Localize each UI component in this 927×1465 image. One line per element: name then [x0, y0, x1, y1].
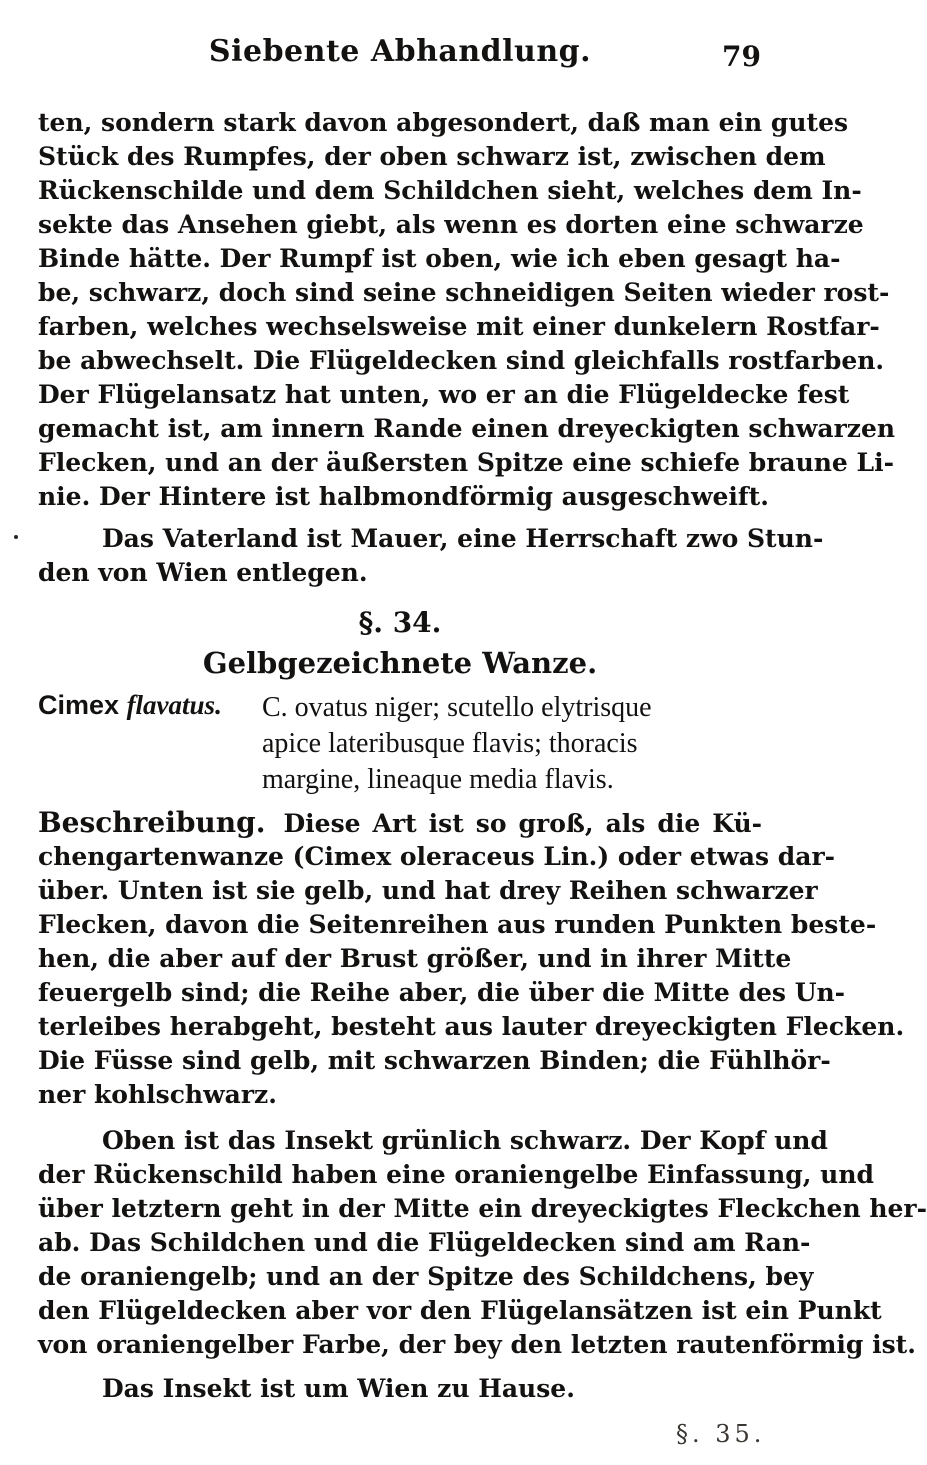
text-line: gemacht ist, am innern Rande einen dreyeckigten schwarzen [38, 414, 896, 443]
diagnosis-line: margine, lineaque media flavis. [262, 764, 614, 795]
section-title: Gelbgezeichnete Wanze. [202, 646, 598, 680]
latin-diagnosis [262, 690, 762, 798]
text-line: Stück des Rumpfes, der oben schwarz ist, zwischen dem [38, 142, 826, 171]
text-line: von oraniengelber Farbe, der bey den letzten rautenförmig ist. [38, 1330, 916, 1359]
text-line: Binde hätte. Der Rumpf ist oben, wie ich eben gesagt ha- [38, 244, 841, 273]
text-line: be abwechselt. Die Flügeldecken sind gleichfalls rostfarben. [38, 346, 885, 375]
text-line: hen, die aber auf der Brust größer, und in ihrer Mitte [38, 944, 792, 973]
species-epithet: flavatus. [126, 690, 222, 720]
paragraph-habitat [38, 522, 824, 590]
text-line: Die Füsse sind gelb, mit schwarzen Binden; die Fühlhör- [38, 1046, 831, 1075]
text-line: Der Flügelansatz hat unten, wo er an die Flügeldecke fest [38, 380, 850, 409]
text-line: den Flügeldecken aber vor den Flügelansätzen ist ein Punkt [38, 1296, 882, 1325]
paragraph-description [38, 806, 905, 1112]
text-line: terleibes herabgeht, besteht aus lauter dreyeckigten Flecken. [38, 1012, 905, 1041]
description-heading: Beschreibung. [38, 806, 266, 839]
genus-name: Cimex [38, 690, 120, 720]
text-line: sekte das Ansehen giebt, als wenn es dorten eine schwarze [38, 210, 864, 239]
text-line: Rückenschilde und dem Schildchen sieht, welches dem In- [38, 176, 862, 205]
description-first-line: Diese Art ist so groß, als die Kü- [283, 809, 762, 838]
text-line: der Rückenschild haben eine oraniengelbe Einfassung, und [38, 1160, 874, 1189]
text-line: chengartenwanze (Cimex oleraceus Lin.) oder etwas dar- [38, 842, 835, 871]
paragraph-home [38, 1372, 762, 1406]
text-line: nie. Der Hintere ist halbmondförmig ausgeschweift. [38, 482, 769, 511]
text-line [38, 806, 762, 840]
diagnosis-line: C. ovatus niger; scutello elytrisque [262, 692, 652, 723]
text-line: Das Insekt ist um Wien zu Hause. [102, 1374, 575, 1403]
ink-speck [14, 535, 18, 539]
text-line: Flecken, und an der äußersten Spitze eine schiefe braune Li- [38, 448, 894, 477]
text-line: de oraniengelb; und an der Spitze des Schildchens, bey [38, 1262, 814, 1291]
text-line: Flecken, davon die Seitenreihen aus runden Punkten beste- [38, 910, 877, 939]
text-line: feuergelb sind; die Reihe aber, die über die Mitte des Un- [38, 978, 846, 1007]
running-title: Siebente Abhandlung. [208, 34, 592, 69]
species-name [38, 690, 222, 721]
text-line: be, schwarz, doch sind seine schneidigen Seiten wieder rost- [38, 278, 890, 307]
catchword: §. 35. [676, 1420, 766, 1448]
text-line: über. Unten ist sie gelb, und hat drey Reihen schwarzer [38, 876, 818, 905]
text-line: über letztern geht in der Mitte ein dreyeckigtes Fleckchen her- [38, 1194, 927, 1223]
paragraph-upper-side [38, 1124, 927, 1362]
paragraph-continued [38, 106, 896, 514]
text-line: Oben ist das Insekt grünlich schwarz. Der Kopf und [102, 1126, 828, 1155]
text-line: ten, sondern stark davon abgesondert, daß man ein gutes [38, 108, 849, 137]
diagnosis-line: apice lateribusque flavis; thoracis [262, 728, 638, 759]
text-line: farben, welches wechselsweise mit einer dunkelern Rostfar- [38, 312, 880, 341]
text-line: ab. Das Schildchen und die Flügeldecken sind am Ran- [38, 1228, 811, 1257]
section-number: §. 34. [358, 606, 442, 639]
page-number: 79 [722, 40, 761, 73]
text-line: Das Vaterland ist Mauer, eine Herrschaft zwo Stun- [102, 524, 824, 553]
text-line: ner kohlschwarz. [38, 1080, 277, 1109]
text-line: den von Wien entlegen. [38, 558, 368, 587]
